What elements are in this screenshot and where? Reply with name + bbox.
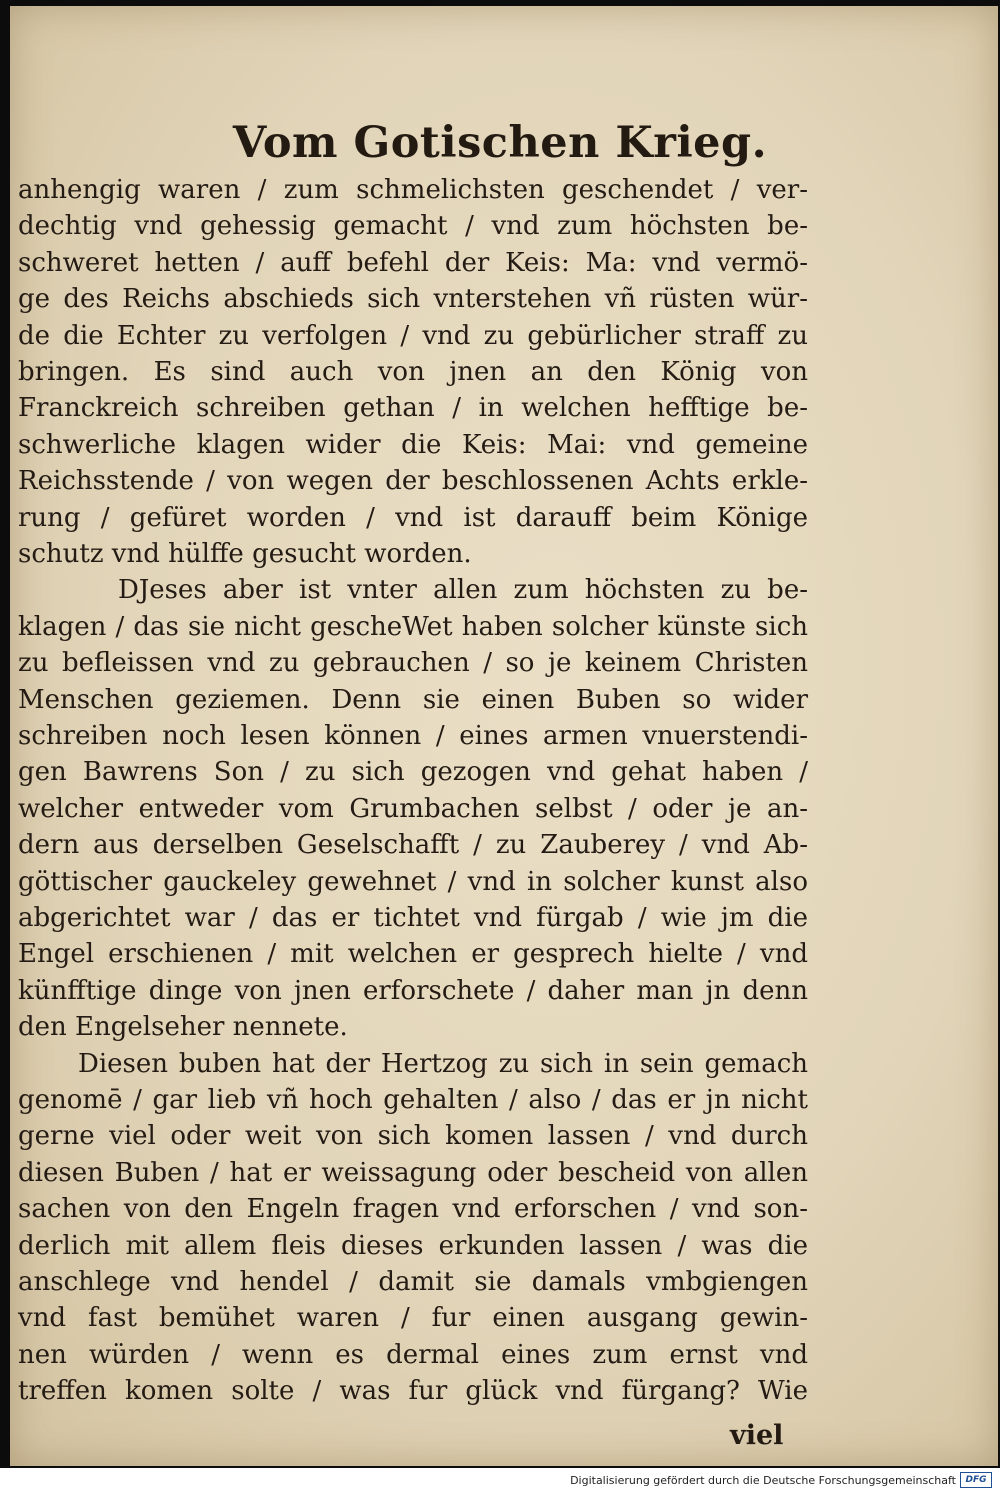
text-line: ge des Reichs abschieds sich vnterstehen vñ rüsten wür-	[18, 284, 808, 315]
text-line: gerne viel oder weit von sich komen lassen / vnd durch	[18, 1121, 808, 1152]
text-line: Reichsstende / von wegen der beschlossenen Achts erkle-	[18, 466, 808, 497]
text-line: rung / gefüret worden / vnd ist darauff beim Könige	[18, 502, 808, 533]
text-line: schwerliche klagen wider die Keis: Mai: vnd gemeine	[18, 429, 808, 460]
catchword: viel	[730, 1420, 784, 1451]
text-line: sachen von den Engeln fragen vnd erforschen / vnd son-	[18, 1194, 808, 1225]
text-line: schutz vnd hülffe gesucht worden.	[18, 539, 472, 569]
text-line: den Engelseher nennete.	[18, 1012, 348, 1043]
text-line: gen Bawrens Son / zu sich gezogen vnd gehat haben /	[18, 757, 808, 788]
text-line: anschlege vnd hendel / damit sie damals vmbgiengen	[18, 1267, 808, 1297]
text-line: anhengig waren / zum schmelichsten geschendet / ver-	[18, 175, 808, 205]
text-line: dern aus derselben Geselschafft / zu Zauberey / vnd Ab-	[18, 830, 808, 861]
text-line: bringen. Es sind auch von jnen an den König von	[18, 357, 808, 387]
text-line: diesen Buben / hat er weissagung oder bescheid von allen	[18, 1157, 808, 1188]
text-line: Diesen buben hat der Hertzog zu sich in sein gemach	[78, 1048, 808, 1079]
text-line: göttischer gauckeley gewehnet / vnd in solcher kunst also	[18, 866, 808, 897]
text-line: Menschen geziemen. Denn sie einen Buben so wider	[18, 684, 808, 715]
text-line: de die Echter zu verfolgen / vnd zu gebürlicher straff zu	[18, 320, 808, 351]
text-line: treffen komen solte / was fur glück vnd fürgang? Wie	[18, 1376, 808, 1407]
text-line: genomē / gar lieb vñ hoch gehalten / also / das er jn nicht	[18, 1085, 808, 1115]
text-line: dechtig vnd gehessig gemacht / vnd zum höchsten be-	[18, 211, 808, 242]
running-head: Vom Gotischen Krieg.	[232, 118, 768, 168]
funding-notice: Digitalisierung gefördert durch die Deutsche Forschungsgemeinschaft	[570, 1474, 956, 1487]
text-line: künfftige dinge von jnen erforschete / daher man jn denn	[18, 975, 808, 1006]
text-line: welcher entweder vom Grumbachen selbst / oder je an-	[18, 793, 808, 824]
text-line: DJeses aber ist vnter allen zum höchsten zu be-	[118, 575, 808, 606]
text-line: Franckreich schreiben gethan / in welchen hefftige be-	[18, 393, 808, 424]
text-line: schreiben noch lesen können / eines armen vnuerstendi-	[18, 721, 808, 751]
text-line: klagen / das sie nicht gescheWet haben solcher künste sich	[18, 611, 808, 642]
text-line: Engel erschienen / mit welchen er gesprech hielte / vnd	[18, 939, 808, 970]
dfg-logo: DFG	[960, 1472, 992, 1488]
text-line: vnd fast bemühet waren / fur einen ausgang gewin-	[18, 1303, 808, 1334]
text-line: zu befleissen vnd zu gebrauchen / so je keinem Christen	[18, 648, 808, 679]
text-line: schweret hetten / auff befehl der Keis: Ma: vnd vermö-	[18, 247, 808, 278]
text-line: nen würden / wenn es dermal eines zum ernst vnd	[18, 1339, 808, 1370]
text-line: abgerichtet war / das er tichtet vnd fürgab / wie jm die	[18, 903, 808, 933]
text-line: derlich mit allem fleis dieses erkunden lassen / was die	[18, 1230, 808, 1261]
footer	[0, 1468, 1000, 1491]
